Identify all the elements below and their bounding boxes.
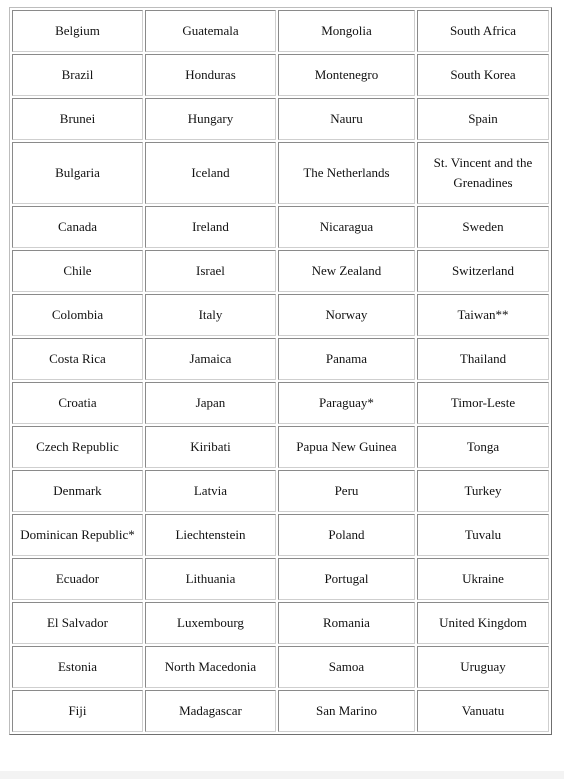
table-cell: Portugal: [278, 558, 415, 600]
table-row: [12, 602, 549, 644]
table-cell: Iceland: [145, 142, 276, 204]
table-row: [12, 646, 549, 688]
table-cell: Chile: [12, 250, 143, 292]
page-bottom-margin: [0, 771, 564, 779]
table-cell: Brazil: [12, 54, 143, 96]
table-row: [12, 426, 549, 468]
table-cell: South Africa: [417, 10, 549, 52]
table-cell: Guatemala: [145, 10, 276, 52]
table-cell: Liechtenstein: [145, 514, 276, 556]
table-cell: Montenegro: [278, 54, 415, 96]
table-cell: St. Vincent and the Grenadines: [417, 142, 549, 204]
table-cell: Taiwan**: [417, 294, 549, 336]
table-cell: Turkey: [417, 470, 549, 512]
table-cell: Hungary: [145, 98, 276, 140]
table-cell: Israel: [145, 250, 276, 292]
table-cell: Tuvalu: [417, 514, 549, 556]
document-page: [9, 7, 552, 735]
table-cell: North Macedonia: [145, 646, 276, 688]
table-cell: Norway: [278, 294, 415, 336]
table-cell: Tonga: [417, 426, 549, 468]
table-row: [12, 338, 549, 380]
table-cell: Sweden: [417, 206, 549, 248]
table-cell: South Korea: [417, 54, 549, 96]
table-row: [12, 250, 549, 292]
table-row: [12, 514, 549, 556]
table-cell: Poland: [278, 514, 415, 556]
table-cell: Thailand: [417, 338, 549, 380]
table-cell: Papua New Guinea: [278, 426, 415, 468]
table-cell: Paraguay*: [278, 382, 415, 424]
table-cell: Italy: [145, 294, 276, 336]
table-cell: Kiribati: [145, 426, 276, 468]
table-cell: Estonia: [12, 646, 143, 688]
table-cell: Lithuania: [145, 558, 276, 600]
table-cell: Brunei: [12, 98, 143, 140]
table-cell: Croatia: [12, 382, 143, 424]
table-cell: United Kingdom: [417, 602, 549, 644]
table-cell: Peru: [278, 470, 415, 512]
table-row: [12, 54, 549, 96]
table-row: [12, 10, 549, 52]
table-cell: Jamaica: [145, 338, 276, 380]
table-cell: Canada: [12, 206, 143, 248]
table-row: [12, 294, 549, 336]
table-row: [12, 558, 549, 600]
table-cell: Belgium: [12, 10, 143, 52]
table-cell: Honduras: [145, 54, 276, 96]
table-row: [12, 98, 549, 140]
table-cell: Timor-Leste: [417, 382, 549, 424]
countries-table: [9, 7, 552, 735]
table-cell: Colombia: [12, 294, 143, 336]
table-row: [12, 470, 549, 512]
countries-table-body: [12, 10, 549, 732]
table-cell: Bulgaria: [12, 142, 143, 204]
table-row: [12, 690, 549, 732]
table-cell: New Zealand: [278, 250, 415, 292]
table-cell: Mongolia: [278, 10, 415, 52]
table-cell: Vanuatu: [417, 690, 549, 732]
table-cell: Spain: [417, 98, 549, 140]
table-row: [12, 382, 549, 424]
table-cell: The Netherlands: [278, 142, 415, 204]
table-cell: Czech Republic: [12, 426, 143, 468]
table-cell: Costa Rica: [12, 338, 143, 380]
table-cell: Japan: [145, 382, 276, 424]
table-cell: Denmark: [12, 470, 143, 512]
table-cell: Latvia: [145, 470, 276, 512]
table-row: [12, 142, 549, 204]
table-cell: Ireland: [145, 206, 276, 248]
table-cell: Switzerland: [417, 250, 549, 292]
table-cell: Luxembourg: [145, 602, 276, 644]
table-cell: Dominican Republic*: [12, 514, 143, 556]
table-cell: El Salvador: [12, 602, 143, 644]
table-cell: Samoa: [278, 646, 415, 688]
table-cell: Fiji: [12, 690, 143, 732]
table-cell: Uruguay: [417, 646, 549, 688]
table-cell: Ukraine: [417, 558, 549, 600]
table-cell: Nauru: [278, 98, 415, 140]
table-row: [12, 206, 549, 248]
table-cell: Panama: [278, 338, 415, 380]
table-cell: Romania: [278, 602, 415, 644]
table-cell: Nicaragua: [278, 206, 415, 248]
table-cell: Ecuador: [12, 558, 143, 600]
table-cell: San Marino: [278, 690, 415, 732]
table-cell: Madagascar: [145, 690, 276, 732]
